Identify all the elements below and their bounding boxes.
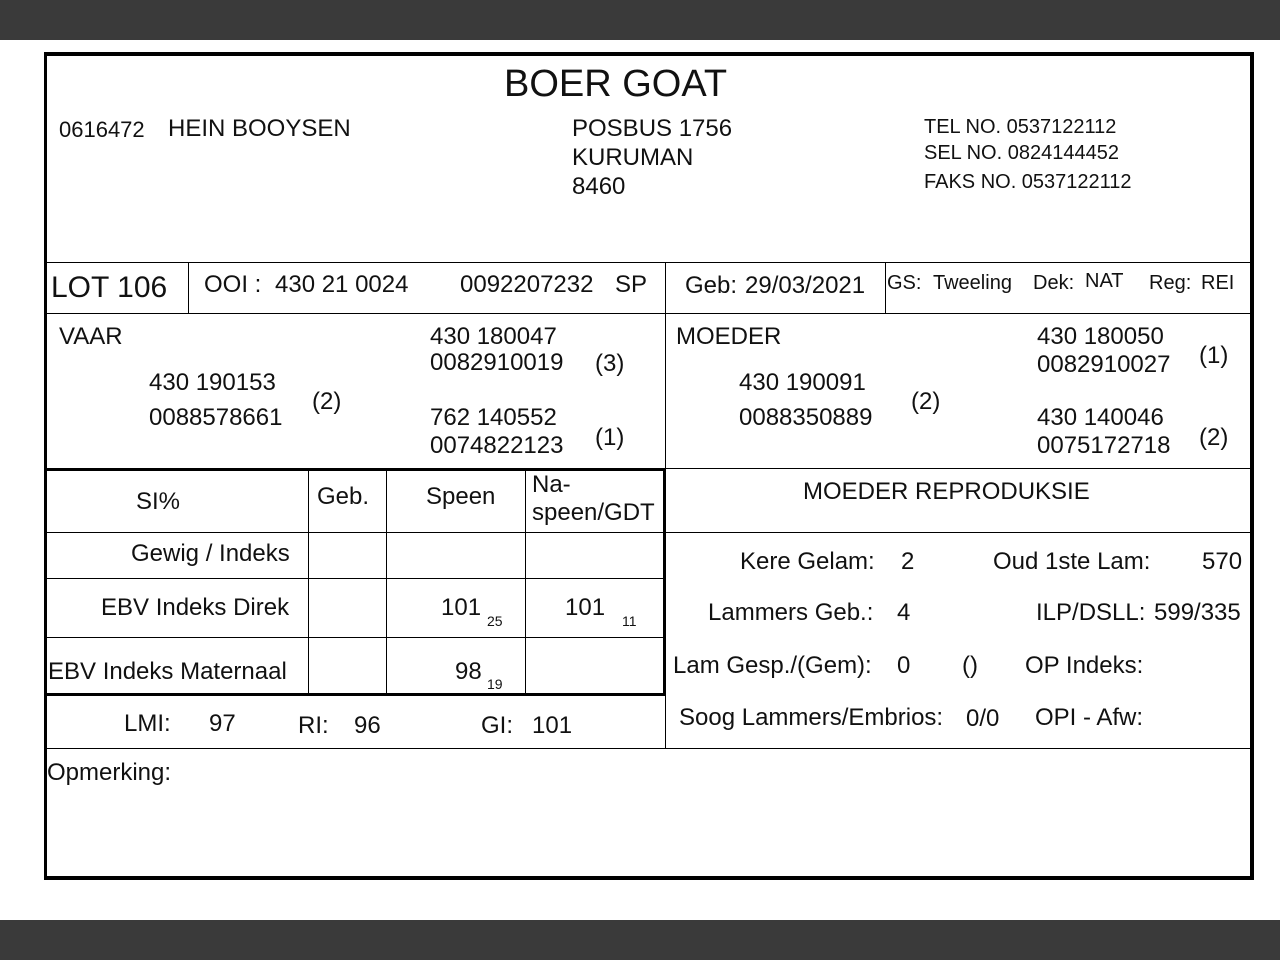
moeder-id: 430 190091	[739, 369, 866, 396]
ebv-row-maternaal: EBV Indeks Maternaal	[48, 658, 287, 685]
ebv-header-geb: Geb.	[317, 483, 370, 510]
opi-label: OPI - Afw:	[1035, 704, 1144, 731]
reg-label: Reg:	[1149, 272, 1192, 294]
lamgesp-gem: ()	[962, 652, 978, 679]
moeder-dam-number: 0075172718	[1037, 432, 1171, 459]
kere-label: Kere Gelam:	[740, 548, 875, 575]
owner-name: HEIN BOOYSEN	[168, 115, 351, 142]
lamgesp-value: 0	[897, 652, 911, 679]
reg-value: REI	[1201, 272, 1235, 294]
moeder-label: MOEDER	[676, 323, 782, 350]
ebv-col-divider-3	[525, 470, 526, 694]
ri-value: 96	[354, 712, 381, 739]
owner-id: 0616472	[59, 117, 145, 142]
lmi-label: LMI:	[124, 710, 171, 737]
op-label: OP Indeks:	[1025, 652, 1144, 679]
gs-label: GS:	[887, 272, 922, 294]
vaar-dam-rank: (1)	[595, 424, 625, 451]
ilp-label: ILP/DSLL:	[1036, 599, 1146, 626]
oud-label: Oud 1ste Lam:	[993, 548, 1151, 575]
divider-lot-3	[885, 262, 886, 313]
vaar-sire-number: 0082910019	[430, 349, 564, 376]
vaar-rank: (2)	[312, 388, 342, 415]
ooi-label: OOI :	[204, 271, 262, 298]
dek-label: Dek:	[1033, 272, 1075, 294]
ooi-number: 0092207232	[460, 271, 594, 298]
ri-label: RI:	[298, 712, 329, 739]
gi-label: GI:	[481, 712, 514, 739]
ebv-header-speen: Speen	[426, 483, 496, 510]
gs-value: Tweeling	[933, 272, 1012, 294]
moeder-rank: (2)	[911, 388, 941, 415]
ooi-id: 430 21 0024	[275, 271, 409, 298]
soog-label: Soog Lammers/Embrios:	[679, 704, 944, 731]
vaar-sire-id: 430 180047	[430, 323, 557, 350]
ebv-row-gewig: Gewig / Indeks	[131, 540, 290, 567]
lot-number: LOT 106	[51, 271, 168, 304]
address-line-1: POSBUS 1756	[572, 115, 733, 142]
moeder-sire-id: 430 180050	[1037, 323, 1164, 350]
sel-number: SEL NO. 0824144452	[924, 142, 1119, 164]
ebv-header-divider	[44, 532, 1254, 533]
reproduction-title: MOEDER REPRODUKSIE	[803, 478, 1090, 505]
address-line-2: KURUMAN	[572, 144, 694, 171]
soog-value: 0/0	[966, 705, 1000, 732]
ebv-header-naspeen-1: Na-	[532, 471, 571, 498]
oud-value: 570	[1202, 548, 1243, 575]
ebv-direk-naspeen-sub: 11	[622, 613, 637, 629]
moeder-sire-rank: (1)	[1199, 342, 1229, 369]
ebv-table-right	[663, 468, 666, 696]
moeder-dam-id: 430 140046	[1037, 404, 1164, 431]
divider-lot-2	[665, 262, 666, 313]
ebv-direk-speen: 101	[441, 594, 482, 621]
geb-label: Geb:	[685, 272, 738, 299]
bottom-bar	[0, 920, 1280, 960]
ebv-header-si: SI%	[136, 488, 181, 515]
faks-number: FAKS NO. 0537122112	[924, 171, 1132, 193]
ebv-direk-speen-sub: 25	[487, 613, 503, 629]
geb-date: 29/03/2021	[745, 272, 866, 299]
ebv-col-divider-1	[308, 470, 309, 694]
vaar-number: 0088578661	[149, 404, 283, 431]
gi-value: 101	[532, 712, 573, 739]
dek-value: NAT	[1085, 270, 1124, 292]
ebv-table-bottom	[44, 693, 666, 696]
ilp-value: 599/335	[1154, 599, 1241, 626]
lammers-label: Lammers Geb.:	[708, 599, 874, 626]
vaar-dam-number: 0074822123	[430, 432, 564, 459]
moeder-dam-rank: (2)	[1199, 424, 1229, 451]
vaar-sire-rank: (3)	[595, 350, 625, 377]
divider-lot-1	[188, 262, 189, 313]
indices-bottom	[44, 748, 1254, 749]
address-line-3: 8460	[572, 173, 626, 200]
ebv-table-top	[44, 468, 666, 471]
moeder-number: 0088350889	[739, 404, 873, 431]
ebv-header-naspeen-2: speen/GDT	[532, 499, 655, 526]
lmi-value: 97	[209, 710, 236, 737]
ebv-direk-naspeen: 101	[565, 594, 606, 621]
lamgesp-label: Lam Gesp./(Gem):	[673, 652, 872, 679]
ebv-row-divider-1	[44, 578, 664, 579]
vaar-id: 430 190153	[149, 369, 276, 396]
ooi-code: SP	[615, 271, 648, 298]
ebv-row-divider-2	[44, 637, 664, 638]
ebv-maternaal-speen: 98	[455, 658, 482, 685]
card-title: BOER GOAT	[504, 63, 728, 105]
ebv-row-direk: EBV Indeks Direk	[101, 594, 290, 621]
top-bar	[0, 0, 1280, 40]
ebv-maternaal-speen-sub: 19	[487, 676, 503, 692]
ebv-col-divider-2	[386, 470, 387, 694]
divider-lot-top	[44, 262, 1254, 263]
divider-lot-bottom	[44, 313, 1254, 314]
moeder-sire-number: 0082910027	[1037, 351, 1171, 378]
tel-number: TEL NO. 0537122112	[924, 116, 1117, 138]
lammers-value: 4	[897, 599, 911, 626]
remarks-label: Opmerking:	[47, 759, 172, 786]
vaar-dam-id: 762 140552	[430, 404, 557, 431]
kere-value: 2	[901, 548, 915, 575]
vaar-label: VAAR	[59, 323, 123, 350]
